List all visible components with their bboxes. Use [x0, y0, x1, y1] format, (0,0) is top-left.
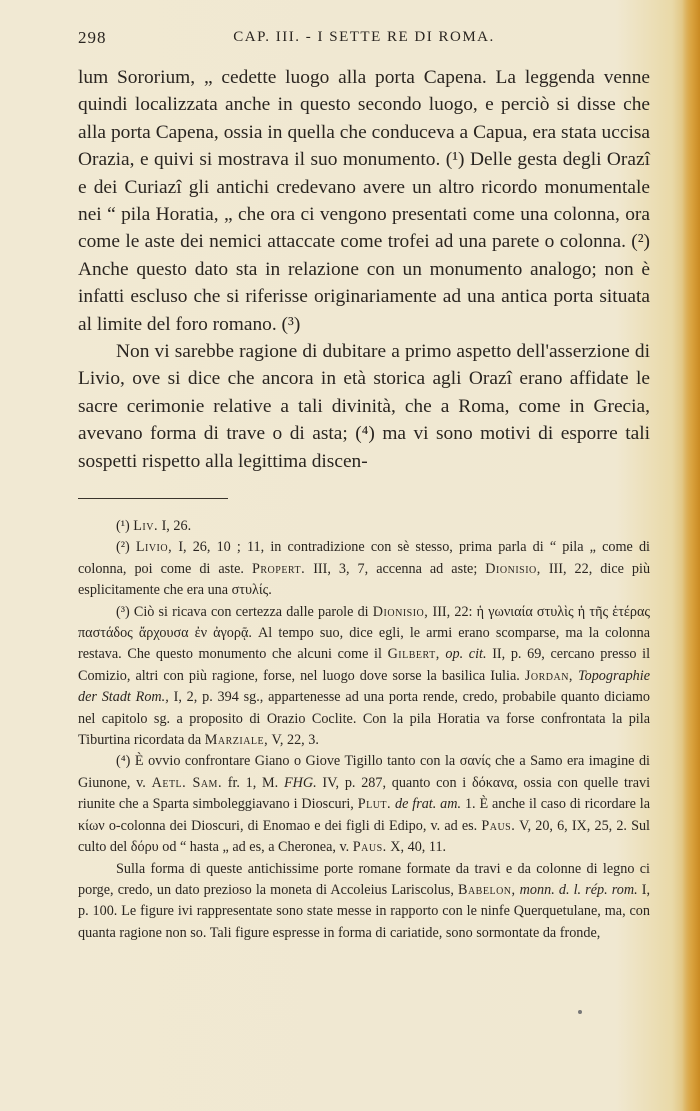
footnote-4 [78, 751, 650, 858]
footnote-text: È ovvio confrontare Giano o Giove Tigillo tanto con la σανίς che a Samo era imagine di Giunone, v. [78, 753, 650, 791]
author-name: Liv. [133, 518, 159, 534]
author-name: Plut. [357, 796, 392, 813]
footnote-text: II, p. 69, cercano presso il Comizio, altri con più ragione, forse, nel luogo dove sorse la basilica Iulia. [78, 646, 651, 684]
author-name: Gilbert, [387, 646, 440, 663]
citation: FHG. [283, 774, 317, 791]
footnote-3 [78, 602, 650, 752]
author-name: Marziale, [204, 732, 269, 749]
footnote-text: IV, p. 287, quanto con i δόκανα, ossia con quelle travi riunite che a Sparta simboleggiavano i Dioscuri, [78, 774, 651, 813]
author-name: Dionisio, [372, 603, 429, 620]
author-name: Dionisio, [485, 560, 541, 577]
footnote-continuation [78, 859, 650, 945]
page-edge [682, 0, 700, 1111]
footnote-mark: (²) [116, 539, 130, 556]
citation: op. cit. [445, 646, 487, 663]
book-title: Topographie der Stadt Rom., [78, 667, 651, 706]
footnote-text: V, 22, 3. [271, 732, 319, 749]
footnote-text: I, 26. [161, 518, 192, 534]
citation: monn. d. l. rép. rom. [519, 881, 638, 898]
author-name: Babelon, [458, 881, 516, 898]
author-name: Paus. [481, 817, 516, 834]
page-number: 298 [78, 28, 107, 47]
author-name: Propert. [251, 560, 306, 577]
paragraph: Non vi sarebbe ragione di dubitare a primo aspetto dell'asserzione di Livio, ove si dice che ancora in età storica agli Orazî erano affidate le sacre cerimonie relative a tali divinità, che a Roma, come in Grecia, avevano forma di trave o di asta; (⁴) ma vi sono motivi di esporre tali sospetti rispetto alla legittima discen- [78, 341, 650, 472]
footnote-2 [78, 537, 650, 601]
citation: de frat. am. [394, 796, 462, 813]
main-text [78, 64, 650, 475]
footnote-text: III, 22, dice più esplicitamente che era una στυλίς. [78, 560, 651, 599]
ink-speck [578, 1010, 582, 1014]
footnote-text: III, 3, 7, accenna ad aste; [313, 560, 478, 577]
footnote-text: V, 20, 6, IX, 25, 2. Sul culto del δόρυ od “ hasta „ ad es, a Cheronea, v. [78, 817, 650, 856]
footnote-1 [78, 516, 650, 537]
footnotes [78, 516, 650, 944]
footnote-text: I, 26, 10 ; 11, in contradizione con sè stesso, prima parla di “ pila „ come di colonna, poi come di aste. [78, 539, 651, 577]
author-name: Aetl. Sam. [151, 774, 222, 791]
footnote-mark: (¹) [116, 518, 130, 534]
footnote-text: 1. È anche il caso di ricordare la κίων o-colonna dei Dioscuri, di Enomao e dei figli di Edipo, v. ad es. [78, 796, 651, 834]
footnote-text: Ciò si ricava con certezza dalle parole di [133, 603, 369, 620]
footnote-mark: (⁴) [116, 753, 131, 770]
author-name: Livio, [135, 539, 173, 556]
footnote-mark: (³) [116, 603, 130, 620]
footnote-text: X, 40, 11. [390, 839, 447, 856]
paragraph: lum Sororium, „ cedette luogo alla porta Capena. La leggenda venne quindi localizzata anche in questo secondo luogo, e perciò si disse che alla porta Capena, ossia in quella che conduceva a Capua, era stata uccisa Orazia, e quivi si mostrava il suo monumento. (¹) Delle gesta degli Orazî e dei Curiazî gli antichi credevano avere un altro ricordo monumentale nei “ pila Horatia, „ che ora ci vengono presentati come una colonna, ora come le aste dei nemici attaccate come trofei ad una parete o colonna. (²) Anche questo dato sta in relazione con un monumento analogo; non è infatti escluso che si riferisse originariamente ad una antica porta situata al limite del foro romano. (³) [78, 67, 650, 335]
page-header [78, 28, 650, 52]
footnote-text: fr. 1, M. [227, 774, 279, 791]
footnote-text: I, p. 100. Le figure ivi rappresentate sono state messe in rapporto con le ninfe Querquetulane, ma, con quanta ragione non so. Tali figure espresse in forma di cariatide, sono sormontate da fronde, [78, 881, 651, 941]
author-name: Jordan, [524, 667, 573, 684]
author-name: Paus. [352, 839, 387, 856]
footnote-rule [78, 498, 228, 499]
footnote-text: Sulla forma di queste antichissime porte romane formate da travi e da colonne di legno ci porge, credo, un dato prezioso la moneta di Accoleius Lariscolus, [78, 860, 650, 898]
footnote-text: I, 2, p. 394 sg., appartenesse ad una porta rende, credo, probabile quanto diciamo nel capitolo sg. a proposito di Orazio Coclite. Con la pila Horatia va forse confrontata la pila Tiburtina ricordata da [78, 689, 651, 749]
running-head: CAP. III. - I SETTE RE DI ROMA. [233, 29, 495, 45]
footnote-text: III, 22: ἡ γωνιαία στυλὶς ἡ τῆς ἑτέρας παστάδος ἄρχουσα ἐν ἀγορᾷ. Al tempo suo, dice egli, le armi erano scomparse, ma la colonna restava. Che questo monumento che alcuni come il [78, 603, 651, 663]
